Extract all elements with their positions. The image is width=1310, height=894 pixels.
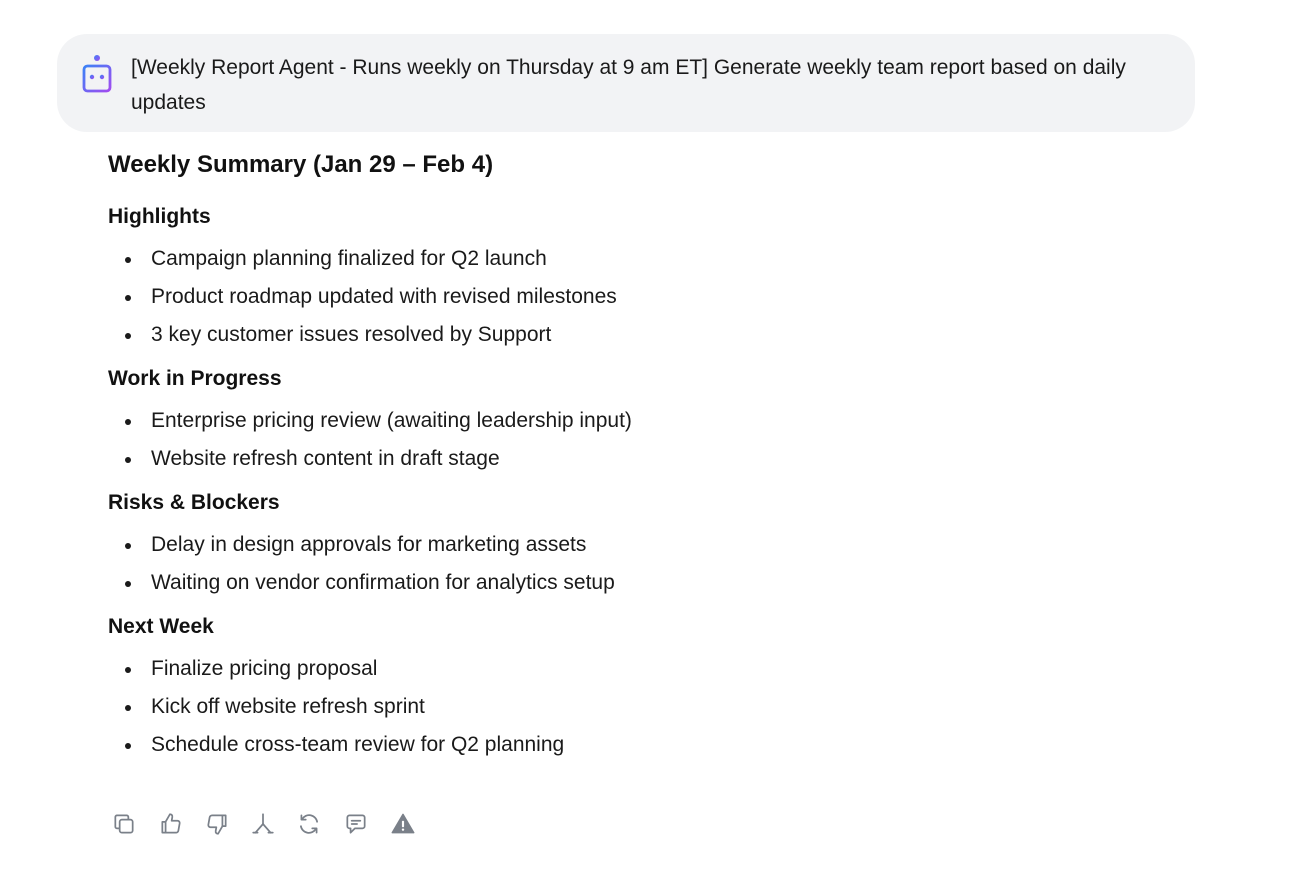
list-item: Finalize pricing proposal — [108, 650, 1008, 688]
list-item: Kick off website refresh sprint — [108, 688, 1008, 726]
copy-icon — [111, 811, 137, 837]
thumbs-down-button[interactable] — [201, 808, 233, 840]
list-item: Website refresh content in draft stage — [108, 440, 1008, 478]
risks-list — [108, 526, 1008, 602]
thumbs-up-icon — [158, 811, 184, 837]
section-heading-work-in-progress: Work in Progress — [108, 367, 282, 390]
work-in-progress-list — [108, 402, 1008, 478]
list-item: Schedule cross-team review for Q2 planning — [108, 726, 1008, 764]
list-item: Waiting on vendor confirmation for analytics setup — [108, 564, 1008, 602]
highlights-list — [108, 240, 1008, 354]
prompt-bubble — [57, 34, 1195, 132]
report-issue-icon — [390, 811, 416, 837]
list-item: Enterprise pricing review (awaiting leadership input) — [108, 402, 1008, 440]
list-item: Delay in design approvals for marketing assets — [108, 526, 1008, 564]
list-item: 3 key customer issues resolved by Support — [108, 316, 1008, 354]
regenerate-icon — [296, 811, 322, 837]
branch-icon — [250, 811, 276, 837]
robot-icon — [73, 53, 121, 97]
thumbs-up-button[interactable] — [155, 808, 187, 840]
thumbs-down-icon — [204, 811, 230, 837]
section-heading-highlights: Highlights — [108, 205, 211, 228]
section-heading-next-week: Next Week — [108, 615, 214, 638]
report-issue-button[interactable] — [387, 808, 419, 840]
prompt-text: [Weekly Report Agent - Runs weekly on Thursday at 9 am ET] Generate weekly team report based on daily updates — [131, 56, 1126, 114]
list-item: Campaign planning finalized for Q2 launch — [108, 240, 1008, 278]
feedback-icon — [343, 811, 369, 837]
report-title: Weekly Summary (Jan 29 – Feb 4) — [108, 151, 494, 178]
report-response — [108, 148, 1008, 764]
section-heading-risks-blockers: Risks & Blockers — [108, 491, 280, 514]
list-item: Product roadmap updated with revised milestones — [108, 278, 1008, 316]
regenerate-button[interactable] — [293, 808, 325, 840]
feedback-button[interactable] — [340, 808, 372, 840]
copy-button[interactable] — [108, 808, 140, 840]
next-week-list — [108, 650, 1008, 764]
branch-button[interactable] — [247, 808, 279, 840]
